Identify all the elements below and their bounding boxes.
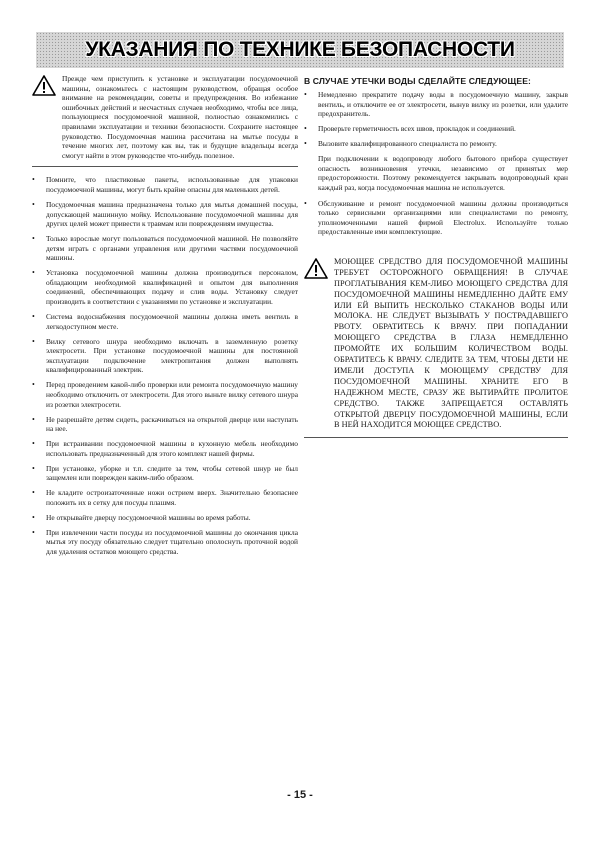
bullet-dot: • (32, 268, 35, 278)
bullet-dot: • (304, 90, 307, 99)
bullet-dot: • (32, 512, 35, 522)
bullet-dot: • (32, 199, 35, 209)
list-item: • При извлечении части посуды из посудомоечной машины до окончания цикла мытья эту посуду обязательно следует тщательно ополоснуть проточной водой для удаления остатков моющего средства. (32, 527, 298, 557)
list-item: • Установка посудомоечной машины должна производиться персоналом, обладающим необходимой квалификацией и опытом для выполнения соединений, обеспечивающих подачу и слив воды. Установку следует производить в соответствии с указаниями по установке и эксплуатации. (32, 268, 298, 307)
list-item: • Не разрешайте детям сидеть, раскачиваться на открытой дверце или наступать на нее. (32, 414, 298, 434)
list-item: • Посудомоечная машина предназначена только для мытья домашней посуды, допускающей машинную мойку. Использование посудомоечной машины для других целей может привести к травмам или повреждениям имущества. (32, 199, 298, 229)
bullet-dot: • (32, 439, 35, 449)
leak-heading: В СЛУЧАЕ УТЕЧКИ ВОДЫ СДЕЛАЙТЕ СЛЕДУЮЩЕЕ: (304, 76, 531, 86)
detergent-warning-block (304, 257, 568, 432)
intro-block (32, 74, 298, 160)
bullet-dot: • (32, 312, 35, 322)
bullet-dot: • (32, 336, 35, 346)
page-number: - 15 - (287, 789, 313, 801)
bullet-dot: • (304, 139, 307, 149)
left-column (32, 74, 298, 562)
list-item: • Перед проведением какой-либо проверки или ремонта посудомоечную машину необходимо отключить от электросети. Для этого выньте вилку сетевого шнура из розетки электросети. (32, 380, 298, 409)
list-item: • При установке, уборке и т.п. следите за тем, чтобы сетевой шнур не был защемлен или поврежден каким-либо образом. (32, 463, 298, 483)
bullet-dot: • (32, 175, 35, 185)
divider (304, 437, 568, 438)
list-item: • Не кладите остроизаточенные ножи острием вверх. Значительно безопаснее положить их в сетку для посуды плашмя. (32, 488, 298, 507)
left-bullet-list (32, 175, 298, 556)
leak-note: При подключении к водопроводу любого бытового прибора существует опасность возникновения утечки, независимо от принятых мер предосторожности. Поэтому рекомендуется закрывать водопроводный кран каждый раз, когда посудомоечная машина не используется. (318, 154, 568, 192)
bullet-dot: • (32, 527, 35, 537)
list-item: • Только взрослые могут пользоваться посудомоечной машиной. Не позволяйте детям играть с органами управления или другими частями посудомоечной машины. (32, 234, 298, 263)
bullet-dot: • (32, 414, 35, 424)
service-bullet-list (304, 199, 568, 237)
list-item: • Вилку сетевого шнура необходимо включать в заземленную розетку электросети. При установке посудомоечной машины для постоянной эксплуатации подключение электропитания должен выполнять квалифицированный электрик. (32, 336, 298, 375)
list-item: • Проверьте герметичность всех швов, прокладок и соединений. (304, 124, 516, 134)
bullet-dot: • (32, 463, 35, 473)
bullet-dot: • (32, 234, 35, 244)
list-item: • При встраивании посудомоечной машины в кухонную мебель необходимо использовать предназначенный для этого комплект нашей фирмы. (32, 439, 298, 458)
bullet-dot: • (304, 124, 307, 134)
intro-text: Прежде чем приступить к установке и эксплуатации посудомоечной машины, ознакомьтесь с настоящим руководством, обращая особое внимание на рекомендации, советы и предупреждения. Во избежание ошибочных действий и несчастных случаев необходимо, чтобы все лица, пользующиеся посудомоечной машиной, полностью ознакомились с правилами эксплуатации и техники безопасности. Сохраните настоящее руководство. Посудомоечная машина рассчитана на мытье посуды в течение многих лет, поэтому как вы, так и будущие владельцы всегда смогут найти в этом руководстве что-нибудь полезное. (62, 74, 298, 160)
header-band (36, 32, 564, 68)
warning-triangle-icon (32, 75, 56, 96)
bullet-dot: • (32, 380, 35, 390)
detergent-warning-text: МОЮЩЕЕ СРЕДСТВО ДЛЯ ПОСУДОМОЕЧНОЙ МАШИНЫ ТРЕБУЕТ ОСТОРОЖНОГО ОБРАЩЕНИЯ! В СЛУЧАЕ ПРОГЛАТЫВАНИЯ КЕМ-ЛИБО МОЮЩЕГО СРЕДСТВА ДЛЯ ПОСУДОМОЕЧНОЙ МАШИНЫ НЕМЕДЛЕННО ДАЙТЕ ЕМУ ИЛИ ЕЙ ВЫПИТЬ НЕСКОЛЬКО СТАКАНОВ ВОДЫ ИЛИ МОЛОКА. НЕ СЛЕДУЕТ ВЫЗЫВАТЬ У ПОСТРАДАВШЕГО РВОТУ. ОБРАТИТЕСЬ К ВРАЧУ. ПРИ ПОПАДАНИИ МОЮЩЕГО СРЕДСТВА В ГЛАЗА НЕМЕДЛЕННО ПРОМОЙТЕ ИХ БОЛЬШИМ КОЛИЧЕСТВОМ ВОДЫ. ОБРАТИТЕСЬ К ВРАЧУ. СЛЕДИТЕ ЗА ТЕМ, ЧТОБЫ ДЕТИ НЕ ИМЕЛИ ДОСТУПА К МОЮЩЕМУ СРЕДСТВУ ДЛЯ ПОСУДОМОЕЧНОЙ МАШИНЫ. ХРАНИТЕ ЕГО В НАДЕЖНОМ МЕСТЕ, СРАЗУ ЖЕ ВЫТИРАЙТЕ ПРОЛИТОЕ СРЕДСТВО. ТАКЖЕ ЗАПРЕЩАЕТСЯ ОСТАВЛЯТЬ ОТКРЫТОЙ ДВЕРЦУ ПОСУДОМОЕЧНОЙ МАШИНЫ, ЕСЛИ В НЕЙ НАХОДИТСЯ МОЮЩЕЕ СРЕДСТВО. (334, 256, 568, 430)
right-column (304, 76, 568, 446)
list-item: • Немедленно прекратите подачу воды в посудомоечную машину, закрыв вентиль, и отключите ее от электросети, вынув вилку из розетки, или удалите предохранитель. (304, 90, 568, 119)
list-item: • Обслуживание и ремонт посудомоечной машины должны производиться только сервисными организациями или специалистами по ремонту, уполномоченными нашей фирмой Electrolux. Используйте только предоставленные ими комплектующие. (304, 198, 568, 237)
bullet-dot: • (304, 198, 307, 208)
list-item: • Вызовите квалифицированного специалиста по ремонту. (304, 139, 497, 149)
bullet-dot: • (32, 488, 35, 498)
list-item: • Система водоснабжения посудомоечной машины должна иметь вентиль в легкодоступном месте. (32, 312, 298, 331)
page-title: УКАЗАНИЯ ПО ТЕХНИКЕ БЕЗОПАСНОСТИ (85, 38, 515, 61)
leak-bullet-list (304, 90, 568, 149)
list-item: • Не открывайте дверцу посудомоечной машины во время работы. (32, 512, 251, 522)
warning-triangle-icon (304, 258, 328, 279)
list-item: • Помните, что пластиковые пакеты, использованные для упаковки посудомоечной машины, могут быть крайне опасны для маленьких детей. (32, 175, 298, 194)
divider (32, 166, 298, 167)
